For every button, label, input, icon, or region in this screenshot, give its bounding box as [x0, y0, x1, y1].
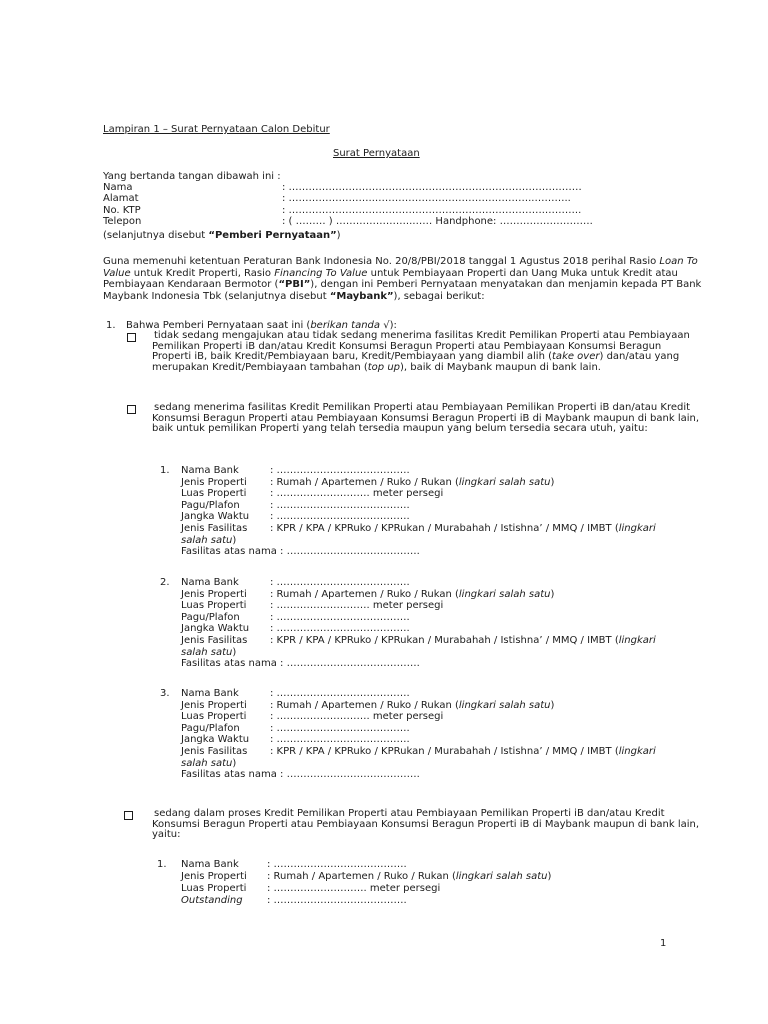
option-1-text [152, 331, 700, 373]
closing-text: (selanjutnya disebut [103, 230, 209, 241]
section-number: 1. [106, 320, 116, 331]
item-value: : …………………………………. [270, 623, 410, 635]
section-text-end: ): [389, 320, 397, 331]
item-value-end: ) [550, 588, 555, 600]
item-label: Luas Properti [181, 600, 247, 612]
item-value: : …………………………………. [267, 859, 407, 870]
field-telepon [103, 216, 703, 227]
item-value-end: ) [232, 757, 237, 769]
item-value-italic: lingkari [618, 523, 656, 534]
item-value: : …………………………………. [270, 577, 410, 588]
item-outstanding [181, 895, 701, 906]
item-label: Jenis Fasilitas [181, 746, 248, 757]
item-label: Pagu/Plafon [181, 611, 240, 623]
field-nama [103, 182, 703, 193]
item-value-end: ) [232, 646, 237, 658]
item-number: 1. [157, 859, 167, 870]
closing-bold: “Pemberi Pernyataan” [208, 230, 337, 241]
item-value-text: : Rumah / Apartemen / Ruko / Rukan ( [270, 699, 459, 711]
item-atas-nama: Fasilitas atas nama : …………………………………. [181, 658, 420, 670]
document-title: Surat Pernyataan [333, 148, 420, 159]
field-value: : ……………………………………………………………………….…… [282, 182, 582, 193]
item-value: : …………………………………. [270, 688, 410, 699]
item-value: : …………………………………. [270, 611, 410, 623]
item-luas-properti [181, 883, 701, 894]
item-value: : …………………………………. [270, 722, 410, 734]
item-label: Luas Properti [181, 883, 247, 894]
page-number: 1 [660, 938, 667, 949]
item-label: Jenis Properti [181, 871, 247, 882]
item-label: Jangka Waktu [181, 734, 250, 746]
section-italic: berikan tanda [310, 320, 384, 331]
item-atas-nama: Fasilitas atas nama : …………………………………. [181, 769, 420, 781]
item-value-italic: salah satu [181, 534, 233, 546]
item-label: Luas Properti [181, 488, 247, 500]
section-text: Bahwa Pemberi Pernyataan saat ini ( [126, 320, 311, 331]
item-label: Pagu/Plafon [181, 499, 240, 511]
item-value: : …………………………………. [270, 499, 410, 511]
item-jenis-fasilitas-cont [181, 758, 706, 769]
item-value-italic: lingkari salah satu [458, 699, 551, 711]
item-luas-properti [181, 488, 706, 499]
item-value: : ………………………. meter persegi [270, 711, 444, 723]
item-value: : ………………………. meter persegi [270, 600, 444, 612]
item-number: 2. [160, 577, 170, 588]
field-value: : ……………………………………………………….………….……….. [282, 205, 582, 216]
item-value: : ………………………. meter persegi [267, 883, 441, 894]
item-value [270, 589, 554, 600]
option-3-text: sedang dalam proses Kredit Pemilikan Properti atau Pembiayaan Pemilikan Properti iB dan/atau Kredit Konsumsi Beragun Properti atau Pembiayaan Konsumsi Beragun Properti iB di Maybank maupun di bank lain, yaitu: [152, 808, 700, 841]
field-value: : ……………………..……………………………….………..……….. [282, 193, 571, 204]
item-value [270, 477, 554, 488]
item-value: : …………………………………. [270, 734, 410, 746]
item-value: : …………………………………. [270, 465, 410, 476]
item-jangka-waktu [181, 511, 706, 522]
item-value-italic: salah satu [181, 757, 233, 769]
item-nama-bank [181, 859, 701, 870]
item-jangka-waktu [181, 734, 706, 745]
lampiran-heading: Lampiran 1 – Surat Pernyataan Calon Debitur [103, 124, 330, 135]
item-jenis-fasilitas [181, 523, 706, 534]
item-jenis-properti [181, 589, 706, 600]
item-atas-nama: Fasilitas atas nama : …………………………………. [181, 546, 420, 558]
field-label: No. KTP [103, 205, 141, 216]
item-label: Luas Properti [181, 711, 247, 723]
item-label: Outstanding [181, 895, 243, 906]
item-value-text: : Rumah / Apartemen / Ruko / Rukan ( [267, 871, 456, 882]
item-label: Jenis Properti [181, 588, 247, 600]
item-pagu-plafon [181, 723, 706, 734]
para-bold: “Maybank” [329, 290, 394, 302]
item-nama-bank [181, 577, 706, 588]
item-label: Jangka Waktu [181, 623, 250, 635]
option-2-checkbox[interactable] [127, 405, 136, 414]
item-value [270, 700, 554, 711]
item-label: Jenis Fasilitas [181, 635, 248, 646]
item-label: Pagu/Plafon [181, 722, 240, 734]
para-italic: Financing To Value [274, 267, 368, 279]
item-value-italic: lingkari salah satu [458, 588, 551, 600]
item-number: 3. [160, 688, 170, 699]
item-value: : …………………………………. [270, 511, 410, 523]
item-luas-properti [181, 711, 706, 722]
identity-closing [103, 230, 341, 241]
field-label: Alamat [103, 193, 139, 204]
item-label: Jenis Properti [181, 476, 247, 488]
item-value-end: ) [550, 699, 555, 711]
item-label: Nama Bank [181, 577, 239, 588]
option-3-checkbox[interactable] [124, 811, 133, 820]
para-text: Guna memenuhi ketentuan Peraturan Bank Indonesia No. 20/8/PBI/2018 tanggal 1 Agustus 2018 perihal Rasio [103, 256, 660, 267]
item-value [267, 871, 551, 882]
closing-text-end: ) [336, 230, 341, 241]
item-nama-bank [181, 465, 706, 476]
para-text: untuk Pembiayaan Properti dan Uang Muka untuk Kredit atau Pembiayaan Kendaraan Bermotor ( [103, 267, 678, 290]
item-value [270, 635, 656, 646]
item-value-end: ) [550, 476, 555, 488]
item-value-italic: lingkari salah satu [458, 476, 551, 488]
option-text: tidak sedang mengajukan atau tidak sedang menerima fasilitas Kredit Pemilikan Properti atau Pembiayaan Pemilikan Properti iB dan/atau Kredit Konsumsi Beragun Properti atau Pembiayaan Konsumsi Beragun Properti iB, baik Kredit/Pembiayaan baru, Kredit/Pembiayaan yang diambil alih ( [152, 330, 690, 363]
item-jenis-fasilitas [181, 746, 706, 757]
item-label: Jangka Waktu [181, 511, 250, 523]
item-value [270, 523, 656, 534]
para-bold: “PBI” [278, 279, 311, 290]
para-text: untuk Kredit Properti, Rasio [130, 267, 275, 279]
field-value: : ( ……… ) …………………..…… Handphone: ………………………. [282, 216, 593, 227]
item-value-italic: lingkari [618, 635, 656, 646]
item-jenis-fasilitas-cont [181, 647, 706, 658]
item-pagu-plafon [181, 612, 706, 623]
item-label: Jenis Properti [181, 699, 247, 711]
item-value: : …………………………………. [267, 895, 407, 906]
item-value-italic: lingkari [618, 746, 656, 757]
item-pagu-plafon [181, 500, 706, 511]
item-value-text: : Rumah / Apartemen / Ruko / Rukan ( [270, 476, 459, 488]
item-jenis-fasilitas [181, 635, 706, 646]
option-2-text: sedang menerima fasilitas Kredit Pemilikan Properti atau Pembiayaan Pemilikan Properti iB dan/atau Kredit Konsumsi Beragun Properti atau Pembiayaan Konsumsi Beragun Properti iB di Maybank maupun di bank lain, baik untuk pemilikan Properti yang telah tersedia maupun yang belum tersedia secara utuh, yaitu: [152, 402, 700, 435]
item-number: 1. [160, 465, 170, 476]
item-jenis-properti [181, 700, 706, 711]
item-jenis-properti [181, 477, 706, 488]
option-italic: top up [367, 361, 401, 373]
item-label: Jenis Fasilitas [181, 523, 248, 534]
item-nama-bank [181, 688, 706, 699]
identity-intro: Yang bertanda tangan dibawah ini : [103, 171, 281, 182]
tick-mark: √ [383, 320, 390, 331]
item-jenis-properti [181, 871, 701, 882]
option-text: ), baik di Maybank maupun di bank lain. [400, 361, 601, 373]
item-luas-properti [181, 600, 706, 611]
item-value-end: ) [232, 534, 237, 546]
para-text: ), dengan ini Pemberi Pernyataan menyatakan dan menjamin kepada PT Bank Maybank Indonesia Tbk (selanjutnya disebut [103, 279, 702, 302]
field-label: Telepon [103, 216, 142, 227]
item-label: Nama Bank [181, 465, 239, 476]
item-jangka-waktu [181, 623, 706, 634]
item-label: Nama Bank [181, 688, 239, 699]
item-value: : ………………………. meter persegi [270, 488, 444, 500]
field-alamat [103, 193, 703, 204]
field-no-ktp [103, 205, 703, 216]
item-value-text: : Rumah / Apartemen / Ruko / Rukan ( [270, 588, 459, 600]
item-value-text: : KPR / KPA / KPRuko / KPRukan / Murabahah / Istishna’ / MMQ / IMBT ( [270, 635, 619, 646]
option-italic: take over [552, 351, 600, 363]
item-value-text: : KPR / KPA / KPRuko / KPRukan / Murabahah / Istishna’ / MMQ / IMBT ( [270, 746, 619, 757]
item-label: Nama Bank [181, 859, 239, 870]
item-value-italic: lingkari salah satu [455, 871, 548, 882]
para-italic: Loan To Value [103, 256, 698, 279]
item-value [270, 746, 656, 757]
item-value-italic: salah satu [181, 646, 233, 658]
item-jenis-fasilitas-cont [181, 535, 706, 546]
field-label: Nama [103, 182, 133, 193]
item-value-text: : KPR / KPA / KPRuko / KPRukan / Murabahah / Istishna’ / MMQ / IMBT ( [270, 523, 619, 534]
intro-paragraph [103, 256, 705, 302]
item-value-end: ) [547, 871, 552, 882]
para-text: ), sebagai berikut: [393, 290, 485, 302]
option-text: ) dan/atau yang merupakan Kredit/Pembiayaan tambahan ( [152, 351, 680, 373]
option-1-checkbox[interactable] [127, 333, 136, 342]
